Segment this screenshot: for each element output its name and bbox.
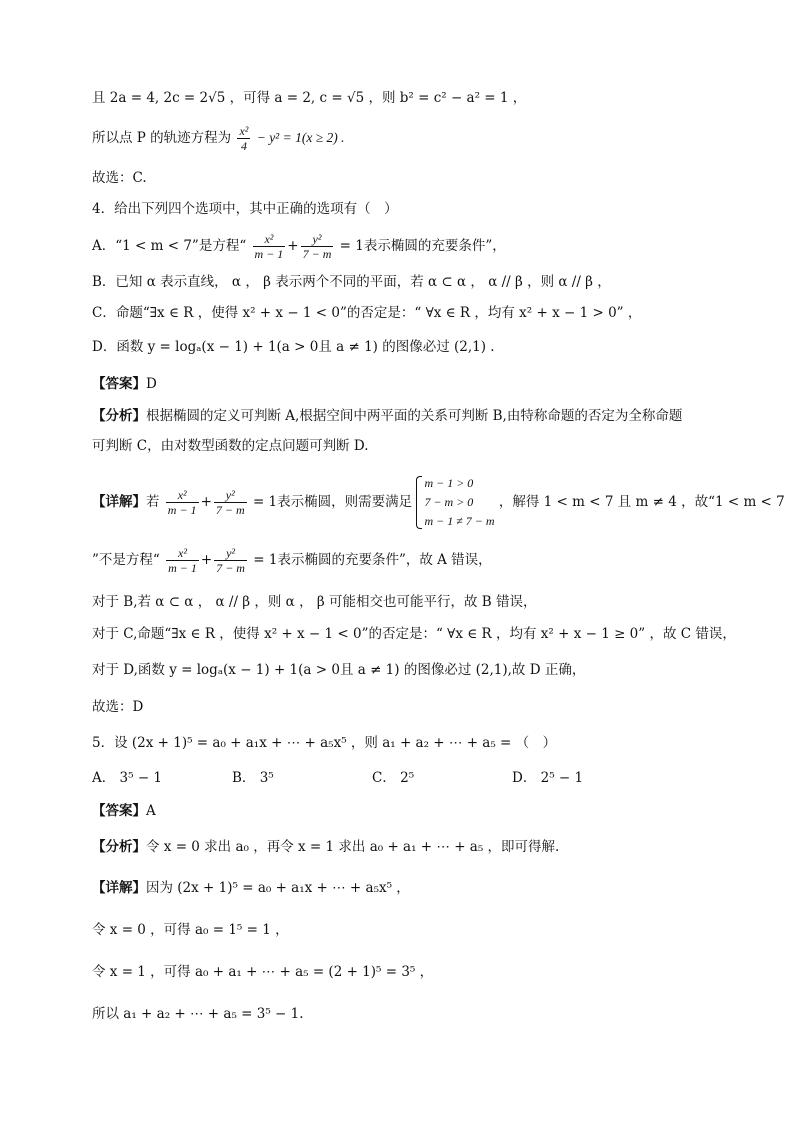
text-line — [92, 168, 147, 188]
option-c — [92, 303, 641, 323]
detail-text: 对于 D,函数 y = logₐ(x − 1) + 1(a > 0且 a ≠ 1) 的图像必过 (2,1),故 D 正确， — [92, 662, 586, 678]
analysis-tag: 【分析】 — [92, 408, 146, 424]
fraction-denominator: m − 1 — [168, 561, 197, 575]
fraction-denominator: 7 − m — [215, 503, 245, 517]
condition-line: m − 1 > 0 — [424, 476, 474, 490]
solution-line-suffix: − y² = 1(x ≥ 2) . — [256, 130, 345, 145]
fraction-numerator: y² — [214, 546, 247, 561]
answer-row — [92, 801, 156, 821]
fraction-denominator: m − 1 — [254, 247, 284, 261]
detail-text: = 1表示椭圆的充要条件”，故 A 错误， — [253, 552, 492, 568]
text-line — [92, 88, 526, 108]
detail-text: 令 x = 1 ，可得 a₀ + a₁ + ⋯ + a₅ = (2 + 1)⁵ = 3⁵ ， — [92, 964, 434, 980]
detail-row — [92, 660, 585, 680]
answer-row — [92, 374, 157, 394]
solution-line: 且 2a = 4, 2c = 2√5 ，可得 a = 2, c = √5 ，则 b² = c² − a² = 1 ， — [92, 90, 527, 106]
options-row — [92, 768, 583, 788]
fraction — [237, 124, 250, 153]
detail-row — [92, 962, 433, 982]
fraction-numerator: x² — [166, 488, 199, 503]
fraction — [166, 488, 199, 517]
option-b — [92, 272, 611, 292]
detail-tag: 【详解】 — [92, 494, 146, 510]
option-c-text: C．命题“∃x ∈ R ，使得 x² + x − 1 < 0”的否定是：“ ∀x ∈ R ，均有 x² + x − 1 > 0” ， — [92, 305, 642, 321]
option-d — [92, 337, 495, 357]
option-d-text: D． 2⁵ − 1 — [512, 770, 584, 786]
text-line — [92, 124, 344, 153]
analysis-text: 可判断 C，由对数型函数的定点问题可判断 D. — [92, 438, 369, 454]
question-stem — [92, 733, 556, 753]
detail-text: 对于 C,命题“∃x ∈ R ，使得 x² + x − 1 < 0”的否定是：“ ∀x ∈ R ，均有 x² + x − 1 ≥ 0” ，故 C 错误， — [92, 626, 736, 642]
detail-text: 所以 a₁ + a₂ + ⋯ + a₅ = 3⁵ − 1. — [92, 1006, 304, 1022]
fraction-numerator: y² — [214, 488, 247, 503]
detail-text: 故选：D — [92, 699, 144, 715]
fraction-denominator: 4 — [240, 139, 247, 153]
detail-row — [92, 624, 736, 644]
option-b-text: B． 3⁵ — [232, 770, 274, 786]
fraction-denominator: 7 − m — [302, 247, 332, 261]
fraction-denominator: 7 − m — [216, 561, 245, 575]
analysis-text: 根据椭圆的定义可判断 A,根据空间中两平面的关系可判断 B,由特称命题的否定为全称命题 — [146, 408, 683, 424]
detail-row — [92, 920, 289, 940]
detail-text: = 1表示椭圆，则需要满足 — [252, 494, 413, 510]
detail-text: ，解得 1 < m < 7 且 m ≠ 4 ，故“1 < m < 7 — [498, 494, 785, 510]
analysis-tag: 【分析】 — [92, 839, 146, 855]
answer-value: D — [146, 376, 157, 392]
condition-line: m − 1 ≠ 7 − m — [424, 514, 495, 528]
detail-text: ”不是方程“ — [92, 552, 160, 568]
fraction — [253, 232, 286, 261]
detail-text: 对于 B,若 α ⊂ α ， α // β ，则 α ， β 可能相交也可能平行，故 B 错误， — [92, 594, 537, 610]
option-a-text: A． 3⁵ − 1 — [92, 770, 163, 786]
option-a-prefix: A．“1 < m < 7”是方程“ — [92, 238, 247, 254]
option-c-text: C． 2⁵ — [372, 770, 415, 786]
question-4-stem: 4．给出下列四个选项中，其中正确的选项有（ ） — [92, 201, 398, 217]
solution-line-prefix: 所以点 P 的轨迹方程为 — [92, 130, 232, 146]
question-5-stem: 5．设 (2x + 1)⁵ = a₀ + a₁x + ⋯ + a₅x⁵ ，则 a₁ + a₂ + ⋯ + a₅ = （ ） — [92, 735, 557, 751]
option-d-text: D．函数 y = logₐ(x − 1) + 1(a > 0且 a ≠ 1) 的图像必过 (2,1) . — [92, 339, 495, 355]
detail-row — [92, 592, 536, 612]
analysis-row — [92, 406, 682, 426]
analysis-row — [92, 436, 369, 456]
detail-row: 【详解】若 $\frac{\text{x²}}{m - 1}$ + $\frac{\text{y²}}{7 - m}$ = 1表示椭圆，则需要满足 m − 1 > 0 7 − m > 0 m − 1 ≠ 7 − m ，解得 1 < m < 7 且 m ≠ 4 ，故“1 < m < 7 — [92, 474, 785, 531]
detail-text: 令 x = 0 ，可得 a₀ = 1⁵ = 1 ， — [92, 922, 289, 938]
detail-text: 因为 (2x + 1)⁵ = a₀ + a₁x + ⋯ + a₅x⁵ ， — [146, 880, 410, 896]
option-a-suffix: = 1表示椭圆的充要条件”， — [339, 238, 506, 254]
detail-row — [92, 697, 143, 717]
detail-tag: 【详解】 — [92, 880, 146, 896]
fraction-numerator: x² — [239, 124, 249, 138]
option-b-text: B．已知 α 表示直线， α ， β 表示两个不同的平面，若 α ⊂ α ， α // β ，则 α // β ， — [92, 274, 611, 290]
fraction — [214, 488, 247, 517]
condition-system — [416, 474, 494, 531]
fraction — [214, 546, 247, 575]
choice-statement: 故选：C. — [92, 170, 147, 186]
detail-text: 若 — [146, 494, 160, 510]
answer-tag: 【答案】 — [92, 376, 146, 392]
analysis-row — [92, 837, 559, 857]
answer-value: A — [146, 803, 156, 819]
fraction-numerator: y² — [301, 232, 334, 247]
fraction — [166, 546, 199, 575]
fraction — [301, 232, 334, 261]
detail-row — [92, 878, 410, 898]
condition-line: 7 − m > 0 — [424, 495, 474, 509]
fraction-numerator: x² — [166, 546, 199, 561]
detail-row — [92, 1004, 304, 1024]
answer-tag: 【答案】 — [92, 803, 146, 819]
analysis-text: 令 x = 0 求出 a₀ ，再令 x = 1 求出 a₀ + a₁ + ⋯ + a₅ ，即可得解. — [146, 839, 560, 855]
question-stem — [92, 199, 398, 219]
detail-row: ”不是方程“ $\frac{\text{x²}}{m - 1}$ + $\frac{\text{y²}}{7 - m}$ = 1表示椭圆的充要条件”，故 A 错误， — [92, 546, 492, 575]
fraction-denominator: m − 1 — [167, 503, 197, 517]
option-a: A．“1 < m < 7”是方程“ $\frac{\text{x²}}{m - 1}$ + $\frac{\text{y²}}{7 - m}$ = 1表示椭圆的充要条件”， — [92, 232, 506, 261]
fraction-numerator: x² — [253, 232, 286, 247]
